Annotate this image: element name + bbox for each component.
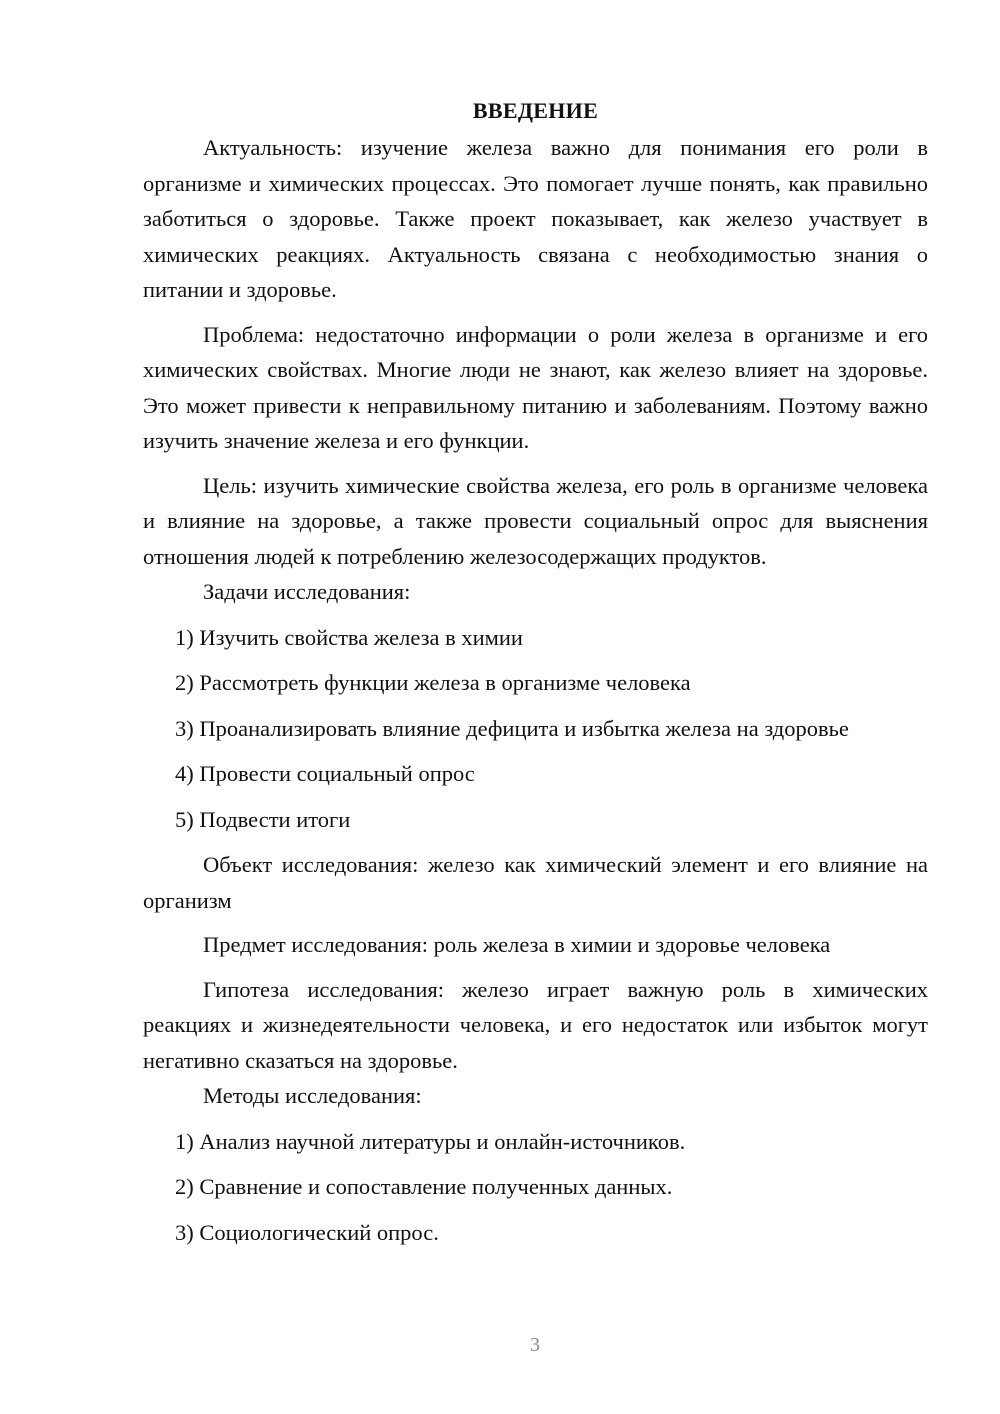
method-item: 3) Социологический опрос.	[175, 1219, 439, 1245]
page-number: 3	[530, 1334, 540, 1356]
task-item: 5) Подвести итоги	[175, 806, 351, 832]
methods-heading: Методы исследования:	[203, 1083, 422, 1108]
subject-paragraph: Предмет исследования: роль железа в химии и здоровье человека	[203, 932, 831, 957]
object-paragraph: Объект исследования: железо как химический элемент и его влияние на организм	[143, 852, 928, 913]
problem-paragraph: Проблема: недостаточно информации о роли железа в организме и его химических свойствах. Многие люди не знают, как железо влияет на здоровье. Это может привести к неправильному питанию и заболеваниям. Поэтому важно изучить значение железа и его функции.	[143, 321, 928, 453]
task-item: 2) Рассмотреть функции железа в организме человека	[175, 670, 691, 695]
method-item: 2) Сравнение и сопоставление полученных данных.	[175, 1174, 673, 1199]
goal-paragraph: Цель: изучить химические свойства железа, его роль в организме человека и влияние на здоровье, а также провести социальный опрос для выяснения отношения людей к потреблению железосодержащих продуктов.	[143, 472, 928, 569]
hypothesis-paragraph: Гипотеза исследования: железо играет важную роль в химических реакциях и жизнедеятельности человека, и его недостаток или избыток могут негативно сказаться на здоровье.	[143, 976, 928, 1073]
tasks-list	[143, 620, 928, 838]
relevance-paragraph: Актуальность: изучение железа важно для понимания его роли в организме и химических процессах. Это помогает лучше понять, как правильно заботиться о здоровье. Также проект показывает, как железо участвует в химических реакциях. Актуальность связана с необходимостью знания о питании и здоровье.	[143, 135, 928, 302]
methods-list	[143, 1124, 928, 1251]
page-content	[143, 92, 928, 1260]
tasks-heading: Задачи исследования:	[203, 579, 411, 604]
section-title: ВВЕДЕНИЕ	[472, 98, 599, 123]
task-item: 4) Провести социальный опрос	[175, 761, 475, 786]
method-item: 1) Анализ научной литературы и онлайн-источников.	[175, 1128, 686, 1154]
task-item: 3) Проанализировать влияние дефицита и избытка железа на здоровье	[175, 715, 849, 741]
task-item: 1) Изучить свойства железа в химии	[175, 624, 523, 650]
